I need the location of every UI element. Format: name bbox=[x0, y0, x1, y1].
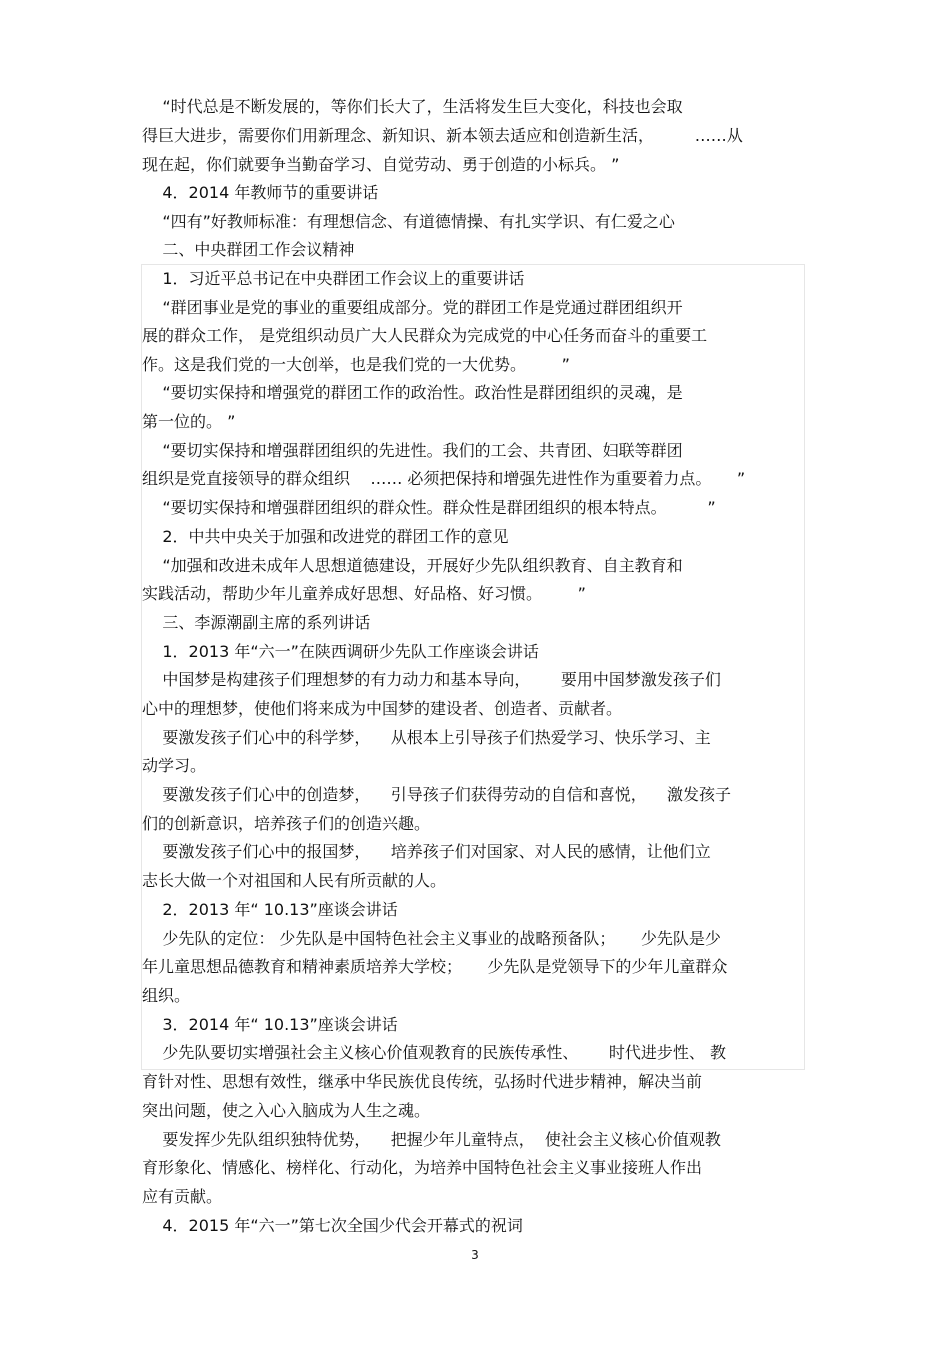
text-line: “四有”好教师标准：有理想信念、有道德情操、有扎实学识、有仁爱之心 bbox=[142, 212, 675, 231]
text-line: 育形象化、情感化、榜样化、行动化，为培养中国特色社会主义事业接班人作出 bbox=[142, 1158, 703, 1177]
text-line: 要激发孩子们心中的创造梦， 引导孩子们获得劳动的自信和喜悦， 激发孩子 bbox=[142, 785, 732, 804]
text-line: 育针对性、思想有效性，继承中华民族优良传统，弘扬时代进步精神，解决当前 bbox=[142, 1072, 703, 1091]
text-line: 突出问题，使之入心入脑成为人生之魂。 bbox=[142, 1101, 431, 1120]
text-line: 2．2013 年“ 10.13”座谈会讲话 bbox=[142, 900, 398, 919]
text-line: 中国梦是构建孩子们理想梦的有力动力和基本导向， 要用中国梦激发孩子们 bbox=[142, 670, 721, 689]
text-line: 4．2015 年“六一”第七次全国少代会开幕式的祝词 bbox=[142, 1216, 523, 1235]
text-line: 动学习。 bbox=[142, 756, 207, 775]
text-line: 组织是党直接领导的群众组织 …… 必须把保持和增强先进性作为重要着力点。 ” bbox=[142, 469, 746, 488]
text-line: 4．2014 年教师节的重要讲话 bbox=[142, 183, 379, 202]
text-line: 二、中央群团工作会议精神 bbox=[142, 240, 355, 259]
text-line: 少先队的定位： 少先队是中国特色社会主义事业的战略预备队； 少先队是少 bbox=[142, 929, 721, 948]
text-line: “要切实保持和增强群团组织的群众性。群众性是群团组织的根本特点。 ” bbox=[142, 498, 716, 517]
text-line: 应有贡献。 bbox=[142, 1187, 223, 1206]
text-line: 志长大做一个对祖国和人民有所贡献的人。 bbox=[142, 871, 447, 890]
text-line: 心中的理想梦，使他们将来成为中国梦的建设者、创造者、贡献者。 bbox=[142, 699, 623, 718]
text-line: 1．习近平总书记在中央群团工作会议上的重要讲话 bbox=[142, 269, 525, 288]
text-line: “要切实保持和增强群团组织的先进性。我们的工会、共青团、妇联等群团 bbox=[142, 441, 683, 460]
text-line: 要发挥少先队组织独特优势， 把握少年儿童特点， 使社会主义核心价值观教 bbox=[142, 1130, 721, 1149]
text-line: “时代总是不断发展的，等你们长大了，生活将发生巨大变化，科技也会取 bbox=[142, 97, 683, 116]
text-line: 年儿童思想品德教育和精神素质培养大学校； 少先队是党领导下的少年儿童群众 bbox=[142, 957, 728, 976]
text-line: 组织。 bbox=[142, 986, 191, 1005]
text-line: 实践活动，帮助少年儿童养成好思想、好品格、好习惯。 ” bbox=[142, 584, 586, 603]
text-line: 要激发孩子们心中的报国梦， 培养孩子们对国家、对人民的感情，让他们立 bbox=[142, 842, 711, 861]
text-line: 得巨大进步，需要你们用新理念、新知识、新本领去适应和创造新生活， ……从 bbox=[142, 126, 743, 145]
text-line: 作。这是我们党的一大创举，也是我们党的一大优势。 ” bbox=[142, 355, 570, 374]
text-line: “加强和改进未成年人思想道德建设，开展好少先队组织教育、自主教育和 bbox=[142, 556, 683, 575]
text-line: 1．2013 年“六一”在陕西调研少先队工作座谈会讲话 bbox=[142, 642, 539, 661]
text-line: 现在起，你们就要争当勤奋学习、自觉劳动、勇于创造的小标兵。 ” bbox=[142, 155, 620, 174]
text-line: “群团事业是党的事业的重要组成部分。党的群团工作是党通过群团组织开 bbox=[142, 298, 683, 317]
text-line: “要切实保持和增强党的群团工作的政治性。政治性是群团组织的灵魂，是 bbox=[142, 383, 683, 402]
page-number: 3 bbox=[471, 1248, 479, 1262]
text-line: 3．2014 年“ 10.13”座谈会讲话 bbox=[142, 1015, 398, 1034]
text-line: 2．中共中央关于加强和改进党的群团工作的意见 bbox=[142, 527, 509, 546]
text-line: 少先队要切实增强社会主义核心价值观教育的民族传承性、 时代进步性、 教 bbox=[142, 1043, 726, 1062]
text-line: 要激发孩子们心中的科学梦， 从根本上引导孩子们热爱学习、快乐学习、主 bbox=[142, 728, 711, 747]
text-line: 第一位的。 ” bbox=[142, 412, 236, 431]
text-line: 三、李源潮副主席的系列讲话 bbox=[142, 613, 371, 632]
text-line: 展的群众工作， 是党组织动员广大人民群众为完成党的中心任务而奋斗的重要工 bbox=[142, 326, 708, 345]
text-line: 们的创新意识，培养孩子们的创造兴趣。 bbox=[142, 814, 431, 833]
